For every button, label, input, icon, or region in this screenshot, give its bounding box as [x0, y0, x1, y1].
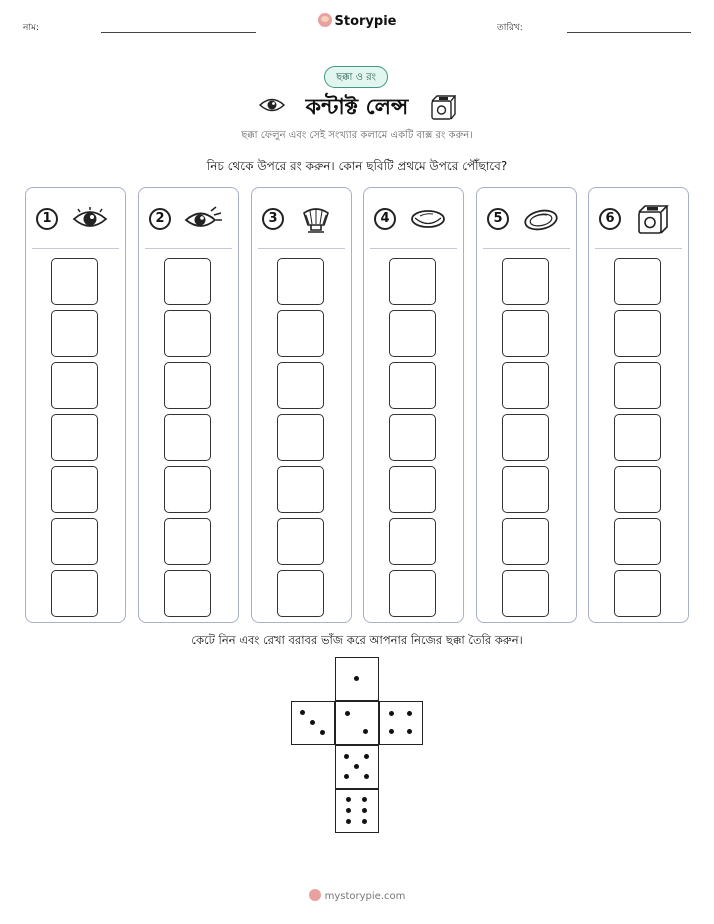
die-face-4 — [379, 701, 423, 745]
color-box[interactable] — [614, 518, 661, 565]
color-box[interactable] — [277, 570, 324, 617]
color-box[interactable] — [164, 258, 211, 305]
column-divider — [595, 248, 682, 249]
color-box[interactable] — [51, 518, 98, 565]
color-box[interactable] — [277, 518, 324, 565]
die-pip — [362, 797, 367, 802]
name-line[interactable] — [101, 32, 256, 33]
instruction-question: নিচ থেকে উপরে রং করুন। কোন ছবিটি প্রথমে উপরে পৌঁছাবে? — [206, 159, 508, 173]
color-box[interactable] — [389, 258, 436, 305]
winking-eye-icon — [183, 203, 223, 235]
column-number: 4 — [374, 208, 396, 230]
page-title: কন্টাক্ট লেন্স — [305, 95, 409, 120]
column-5 — [476, 187, 577, 623]
shell-dish-icon — [296, 203, 336, 235]
die-pip — [389, 729, 394, 734]
brand-name: Storypie — [334, 14, 397, 29]
color-box[interactable] — [51, 362, 98, 409]
color-box[interactable] — [614, 362, 661, 409]
color-box[interactable] — [164, 362, 211, 409]
color-box[interactable] — [51, 570, 98, 617]
color-box[interactable] — [614, 466, 661, 513]
color-box[interactable] — [389, 466, 436, 513]
column-3 — [251, 187, 352, 623]
die-pip — [344, 754, 349, 759]
die-pip — [346, 819, 351, 824]
color-box[interactable] — [51, 258, 98, 305]
column-6 — [588, 187, 689, 623]
column-divider — [370, 248, 457, 249]
color-box[interactable] — [164, 466, 211, 513]
column-2 — [138, 187, 239, 623]
page-subtitle: ছক্কা ফেলুন এবং সেই সংখ্যার কলামে একটি বাক্স রং করুন। — [241, 130, 473, 141]
die-pip — [354, 764, 359, 769]
die-face-2 — [335, 701, 379, 745]
lens-case-icon — [633, 203, 673, 235]
color-box[interactable] — [277, 258, 324, 305]
die-pip — [345, 711, 350, 716]
die-pip — [407, 711, 412, 716]
column-1 — [25, 187, 126, 623]
footer-url: mystorypie.com — [324, 891, 406, 902]
color-box[interactable] — [389, 310, 436, 357]
die-pip — [346, 797, 351, 802]
column-number: 3 — [262, 208, 284, 230]
die-pip — [320, 730, 325, 735]
color-box[interactable] — [502, 466, 549, 513]
die-pip — [407, 729, 412, 734]
storypie-footer-icon — [309, 889, 321, 901]
column-divider — [483, 248, 570, 249]
die-face-1 — [335, 657, 379, 701]
column-number: 5 — [487, 208, 509, 230]
die-face-3 — [291, 701, 335, 745]
color-box[interactable] — [614, 570, 661, 617]
color-box[interactable] — [277, 466, 324, 513]
storypie-logo-icon — [318, 13, 332, 27]
die-face-6 — [335, 789, 379, 833]
color-box[interactable] — [502, 362, 549, 409]
color-box[interactable] — [164, 570, 211, 617]
color-box[interactable] — [502, 518, 549, 565]
die-pip — [362, 808, 367, 813]
color-box[interactable] — [277, 414, 324, 461]
color-box[interactable] — [389, 414, 436, 461]
color-box[interactable] — [502, 310, 549, 357]
lens-case-icon — [428, 93, 456, 121]
name-label: নাম: — [23, 23, 40, 33]
column-number: 2 — [149, 208, 171, 230]
die-pip — [364, 774, 369, 779]
contact-lens-tilted-icon — [521, 203, 561, 235]
eye-icon — [70, 203, 110, 235]
column-number: 6 — [599, 208, 621, 230]
date-label: তারিখ: — [497, 23, 523, 33]
brand-logo — [0, 13, 714, 29]
footer — [0, 889, 714, 902]
die-pip — [344, 774, 349, 779]
cut-instruction: কেটে নিন এবং রেখা বরাবর ভাঁজ করে আপনার নিজের ছক্কা তৈরি করুন। — [191, 633, 523, 647]
die-face-5 — [335, 745, 379, 789]
color-box[interactable] — [389, 570, 436, 617]
column-divider — [145, 248, 232, 249]
color-box[interactable] — [502, 414, 549, 461]
color-box[interactable] — [614, 414, 661, 461]
color-box[interactable] — [389, 518, 436, 565]
contact-lens-icon — [408, 203, 448, 235]
column-divider — [32, 248, 119, 249]
color-box[interactable] — [51, 310, 98, 357]
color-box[interactable] — [51, 466, 98, 513]
die-pip — [389, 711, 394, 716]
die-pip — [354, 676, 359, 681]
color-box[interactable] — [614, 258, 661, 305]
color-box[interactable] — [502, 258, 549, 305]
color-box[interactable] — [502, 570, 549, 617]
color-box[interactable] — [164, 518, 211, 565]
die-pip — [364, 754, 369, 759]
column-4 — [363, 187, 464, 623]
color-box[interactable] — [164, 310, 211, 357]
color-box[interactable] — [51, 414, 98, 461]
color-box[interactable] — [277, 362, 324, 409]
die-pip — [346, 808, 351, 813]
die-pip — [363, 729, 368, 734]
color-box[interactable] — [614, 310, 661, 357]
color-box[interactable] — [164, 414, 211, 461]
column-number: 1 — [36, 208, 58, 230]
color-box[interactable] — [389, 362, 436, 409]
color-box[interactable] — [277, 310, 324, 357]
activity-tag: ছক্কা ও রং — [324, 66, 388, 88]
die-pip — [310, 720, 315, 725]
column-divider — [258, 248, 345, 249]
die-pip — [362, 819, 367, 824]
die-pip — [300, 710, 305, 715]
date-line[interactable] — [567, 32, 691, 33]
